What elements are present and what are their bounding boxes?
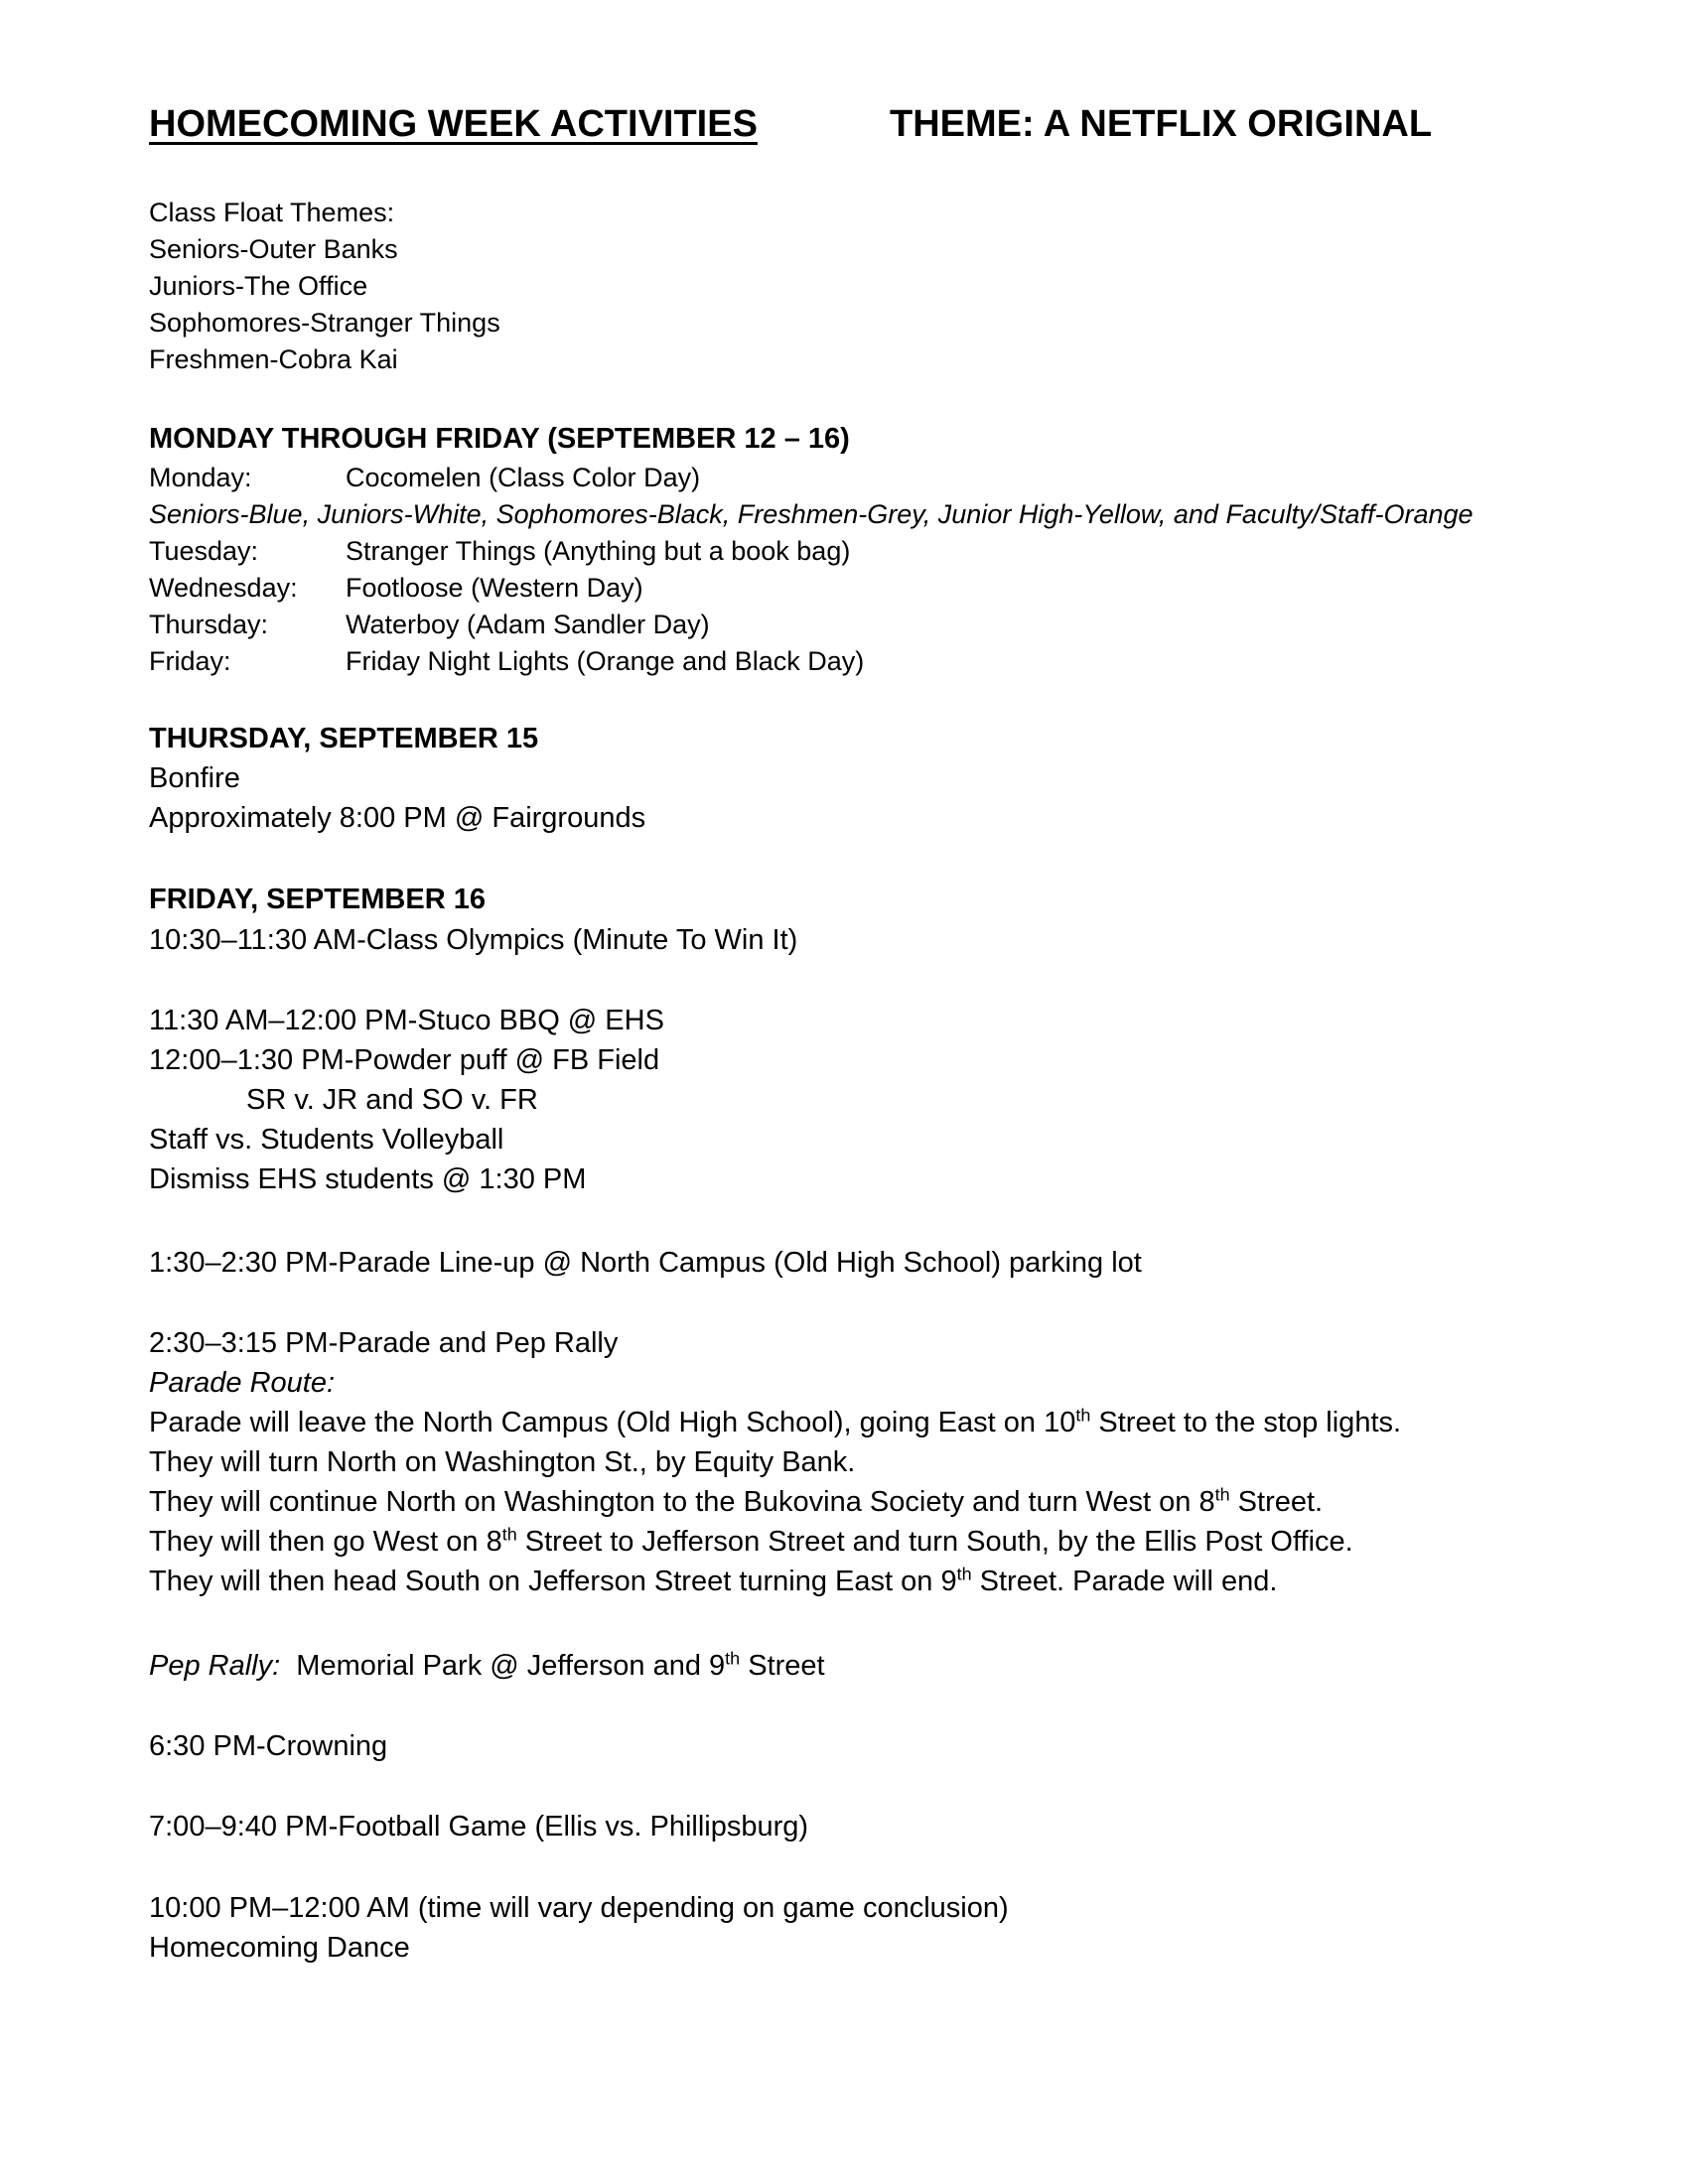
- spirit-day-row: [149, 533, 1474, 570]
- spirit-day-theme: Cocomelen (Class Color Day): [346, 463, 701, 492]
- bonfire-event: Bonfire: [149, 762, 240, 794]
- parade-route-line: Parade will leave the North Campus (Old High School), going East on 10th Street to the stop lights.: [149, 1405, 1402, 1438]
- pep-rally-label: Pep Rally:: [149, 1650, 281, 1682]
- spirit-day-label: Wednesday:: [149, 573, 298, 603]
- spirit-week-section: [149, 421, 1474, 680]
- float-themes-heading: Class Float Themes:: [149, 198, 395, 227]
- parade-route-line: They will continue North on Washington to the Bukovina Society and turn West on 8th Street.: [149, 1484, 1324, 1518]
- float-theme-item: Sophomores-Stranger Things: [149, 308, 500, 338]
- spirit-week-heading: MONDAY THROUGH FRIDAY (SEPTEMBER 12 – 16): [149, 423, 850, 455]
- bonfire-details: Approximately 8:00 PM @ Fairgrounds: [149, 802, 646, 834]
- football-game: 7:00–9:40 PM-Football Game (Ellis vs. Phillipsburg): [149, 1811, 809, 1843]
- spirit-day-row: [149, 570, 1474, 607]
- spirit-day-theme: Footloose (Western Day): [346, 573, 643, 603]
- powder-puff: 12:00–1:30 PM-Powder puff @ FB Field: [149, 1044, 660, 1076]
- theme-title: THEME: A NETFLIX ORIGINAL: [890, 103, 1433, 145]
- spirit-day-row: [149, 460, 1474, 496]
- crowning: 6:30 PM-Crowning: [149, 1730, 388, 1762]
- stuco-bbq: 11:30 AM–12:00 PM-Stuco BBQ @ EHS: [149, 1005, 664, 1036]
- dance-section: [149, 1888, 1009, 1968]
- class-colors-note: Seniors-Blue, Juniors-White, Sophomores-Black, Freshmen-Grey, Junior High-Yellow, and Faculty/Staff-Orange: [149, 499, 1474, 529]
- spirit-day-label: Thursday:: [149, 610, 269, 639]
- parade-route-line: They will then go West on 8th Street to Jefferson Street and turn South, by the Ellis Post Office.: [149, 1524, 1353, 1558]
- float-theme-item: Juniors-The Office: [149, 271, 368, 301]
- dismiss-students: Dismiss EHS students @ 1:30 PM: [149, 1163, 587, 1195]
- homecoming-dance: Homecoming Dance: [149, 1932, 410, 1964]
- thursday-heading: THURSDAY, SEPTEMBER 15: [149, 723, 539, 754]
- spirit-day-label: Friday:: [149, 646, 231, 676]
- spirit-day-theme: Friday Night Lights (Orange and Black Day): [346, 646, 865, 676]
- spirit-day-theme: Stranger Things (Anything but a book bag): [346, 536, 851, 566]
- parade-route-line: They will turn North on Washington St., by Equity Bank.: [149, 1446, 856, 1478]
- class-olympics: 10:30–11:30 AM-Class Olympics (Minute To Win It): [149, 924, 798, 956]
- parade-section: [149, 1323, 1401, 1601]
- spirit-day-theme: Waterboy (Adam Sandler Day): [346, 610, 710, 639]
- parade-route-line: They will then head South on Jefferson Street turning East on 9th Street. Parade will end.: [149, 1564, 1278, 1597]
- spirit-day-row: [149, 643, 1474, 680]
- spirit-day-row: [149, 607, 1474, 643]
- spirit-day-label: Monday:: [149, 463, 252, 492]
- spirit-day-label: Tuesday:: [149, 536, 259, 566]
- float-theme-item: Seniors-Outer Banks: [149, 234, 398, 264]
- friday-heading: FRIDAY, SEPTEMBER 16: [149, 884, 486, 915]
- powder-puff-matchups: SR v. JR and SO v. FR: [246, 1084, 538, 1116]
- parade-lineup: 1:30–2:30 PM-Parade Line-up @ North Campus (Old High School) parking lot: [149, 1247, 1142, 1279]
- float-themes-section: [149, 195, 500, 378]
- staff-volleyball: Staff vs. Students Volleyball: [149, 1124, 504, 1156]
- float-theme-item: Freshmen-Cobra Kai: [149, 344, 398, 374]
- parade-route-label: Parade Route:: [149, 1367, 336, 1399]
- document-title: HOMECOMING WEEK ACTIVITIES: [149, 103, 758, 145]
- thursday-section: [149, 719, 645, 838]
- midday-section: [149, 1001, 664, 1199]
- pep-rally: Pep Rally: Memorial Park @ Jefferson and 9th Street: [149, 1648, 825, 1682]
- dance-time: 10:00 PM–12:00 AM (time will vary depending on game conclusion): [149, 1892, 1009, 1924]
- parade-time: 2:30–3:15 PM-Parade and Pep Rally: [149, 1327, 619, 1359]
